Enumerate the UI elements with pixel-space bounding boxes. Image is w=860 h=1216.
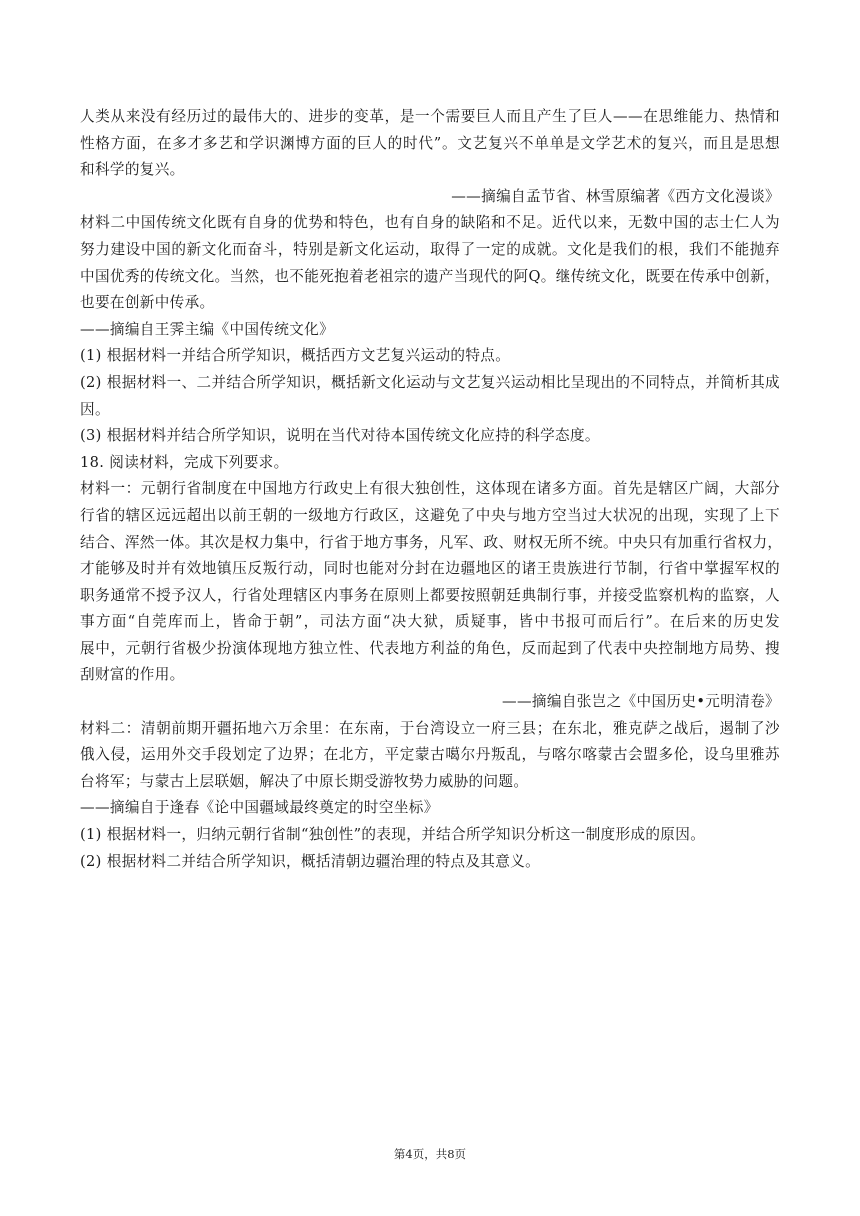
text-line: 材料二中国传统文化既有自身的优势和特色，也有自身的缺陷和不足。近代以来，无数中国的志士仁人为 xyxy=(80,214,780,232)
text-line: 努力建设中国的新文化而奋斗，特别是新文化运动，取得了一定的成就。文化是我们的根，我们不能抛弃 xyxy=(80,240,780,258)
text-line: 也要在创新中传承。 xyxy=(80,294,215,312)
text-line: 职务通常不授予汉人，行省处理辖区内事务在原则上都要按照朝廷典制行事，并接受监察机构的监察，人 xyxy=(80,586,780,604)
question-line: (3) 根据材料并结合所学知识，说明在当代对待本国传统文化应持的科学态度。 xyxy=(80,427,600,445)
citation-line: ——摘编自于逢春《论中国疆域最终奠定的时空坐标》 xyxy=(80,799,439,817)
text-line: 性格方面，在多才多艺和学识渊博方面的巨人的时代”。文艺复兴不单单是文学艺术的复兴，而且是思想 xyxy=(80,134,780,152)
text-line: 才能够及时并有效地镇压反叛行动，同时也能对分封在边疆地区的诸王贵族进行节制，行省中掌握军权的 xyxy=(80,560,780,578)
document-body xyxy=(80,104,783,875)
text-line: 俄入侵，运用外交手段划定了边界；在北方，平定蒙古噶尔丹叛乱，与喀尔喀蒙古会盟多伦，设乌里雅苏 xyxy=(80,746,780,764)
question-line: (1) 根据材料一并结合所学知识，概括西方文艺复兴运动的特点。 xyxy=(80,347,511,365)
question-line: (1) 根据材料一，归纳元朝行省制“独创性”的表现，并结合所学知识分析这一制度形成的原因。 xyxy=(80,826,706,844)
page-number-footer: 第4页，共8页 xyxy=(393,1147,467,1161)
text-line: 台将军；与蒙古上层联姻，解决了中原长期受游牧势力威胁的问题。 xyxy=(80,772,529,790)
text-line: 和科学的复兴。 xyxy=(80,161,185,179)
text-line: 人类从来没有经历过的最伟大的、进步的变革，是一个需要巨人而且产生了巨人——在思维能力、热情和 xyxy=(80,108,780,125)
text-line: 行省的辖区远远超出以前王朝的一级地方行政区，这避免了中央与地方空当过大状况的出现，实现了上下 xyxy=(80,506,780,524)
text-line: 材料一：元朝行省制度在中国地方行政史上有很大独创性，这体现在诸多方面。首先是辖区广阔，大部分 xyxy=(80,480,780,498)
text-line: 展中，元朝行省极少扮演体现地方独立性、代表地方利益的角色，反而起到了代表中央控制地方局势、搜 xyxy=(80,639,780,657)
question-line: 因。 xyxy=(80,400,110,418)
question-line: (2) 根据材料一、二并结合所学知识，概括新文化运动与文艺复兴运动相比呈现出的不同特点，并简析其成 xyxy=(80,373,780,391)
citation-line: ——摘编自孟节省、林雪原编著《西方文化漫谈》 xyxy=(451,187,780,205)
question-heading: 18. 阅读材料，完成下列要求。 xyxy=(80,453,289,471)
citation-line: ——摘编自张岂之《中国历史•元明清卷》 xyxy=(502,693,780,711)
text-line: 中国优秀的传统文化。当然，也不能死抱着老祖宗的遗产当现代的阿Q。继传统文化，既要在传承中创新， xyxy=(80,267,780,285)
text-line: 结合、浑然一体。其次是权力集中，行省于地方事务，凡军、政、财权无所不统。中央只有加重行省权力， xyxy=(80,533,783,551)
text-line: 材料二：清朝前期开疆拓地六万余里：在东南，于台湾设立一府三县；在东北，雅克萨之战后，遏制了沙 xyxy=(80,719,780,737)
citation-line: ——摘编自王霁主编《中国传统文化》 xyxy=(80,320,335,338)
text-line: 事方面“自莞库而上，皆命于朝”，司法方面“决大狱，质疑事，皆中书报可而后行”。在后来的历史发 xyxy=(80,613,780,631)
text-line: 刮财富的作用。 xyxy=(80,666,185,684)
question-line: (2) 根据材料二并结合所学知识，概括清朝边疆治理的特点及其意义。 xyxy=(80,852,541,870)
